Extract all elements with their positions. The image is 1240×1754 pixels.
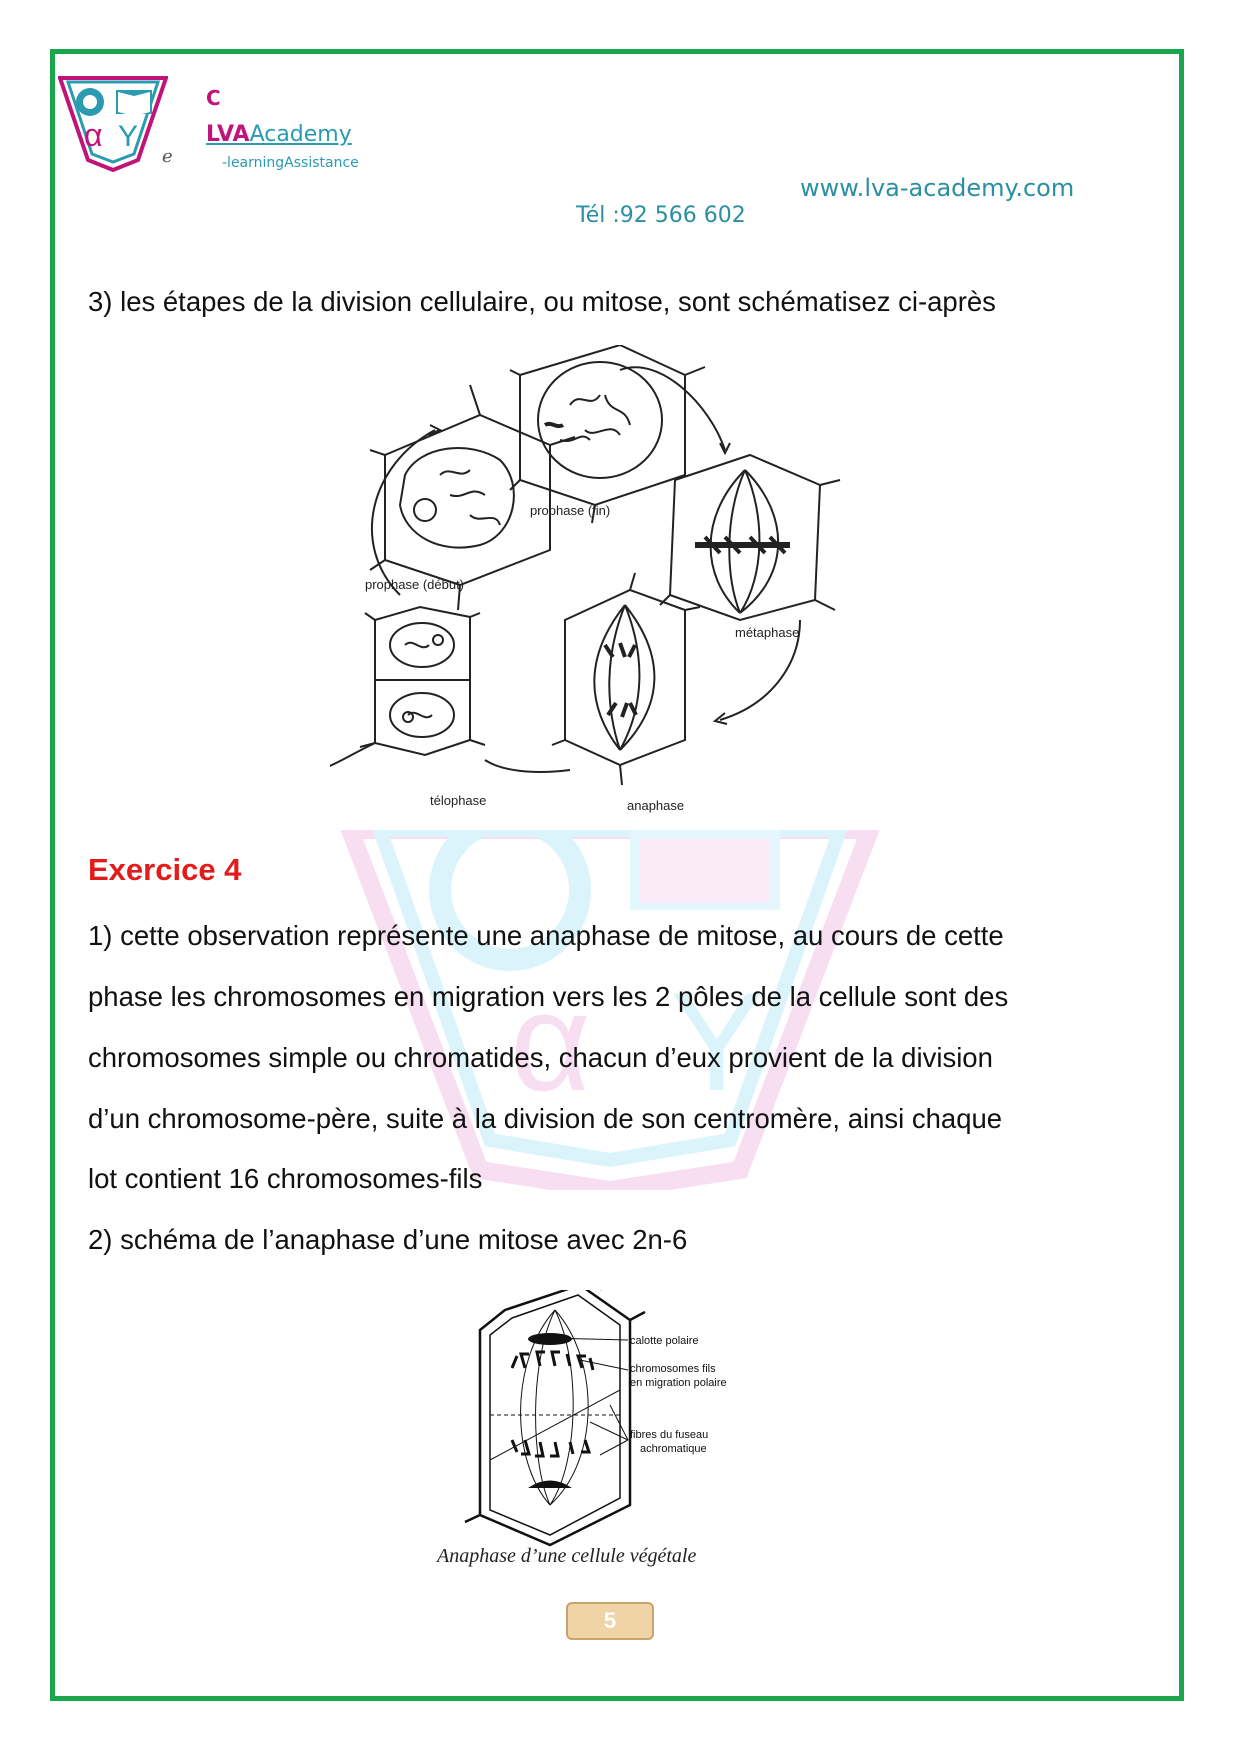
- brand-academy: Academy: [249, 122, 352, 147]
- page-number: 5: [566, 1602, 654, 1640]
- exercise-line-1: 1) cette observation représente une anaphase de mitose, au cours de cette: [88, 920, 1004, 951]
- exercise-title: Exercice 4: [88, 852, 242, 887]
- svg-text:α: α: [510, 963, 591, 1120]
- anaphase-diagram: [430, 1290, 830, 1570]
- label-fibres-2: achromatique: [640, 1443, 707, 1455]
- brand-lva: LVA: [206, 122, 250, 147]
- label-fibres-1: fibres du fuseau: [630, 1429, 709, 1441]
- label-metaphase: métaphase: [735, 625, 800, 640]
- lva-logo: [58, 76, 168, 172]
- exercise-line-6: 2) schéma de l’anaphase d’une mitose avec 2n-6: [88, 1224, 688, 1255]
- exercise-line-3: chromosomes simple ou chromatides, chacun d’eux provient de la division: [88, 1042, 993, 1073]
- mitosis-cycle-diagram: [330, 345, 890, 825]
- svg-text:Y: Y: [118, 120, 139, 153]
- figure-caption: Anaphase d’une cellule végétale: [437, 1545, 697, 1567]
- svg-text:Y: Y: [670, 963, 764, 1120]
- brand-tagline: -learningAssistance: [222, 155, 359, 171]
- label-prophase-fin: prophase (fin): [530, 503, 611, 518]
- website-link[interactable]: www.lva-academy.com: [800, 174, 1075, 202]
- exercise-line-5: lot contient 16 chromosomes-fils: [88, 1163, 483, 1194]
- label-telophase: télophase: [430, 793, 487, 808]
- brand-name: [206, 122, 352, 147]
- label-prophase-debut: prophase (début): [365, 577, 465, 592]
- label-chromosomes-1: chromosomes fils: [630, 1363, 716, 1375]
- brand-initial: C: [206, 86, 221, 110]
- label-anaphase: anaphase: [627, 798, 685, 813]
- label-calotte: calotte polaire: [630, 1335, 699, 1347]
- logo-e: e: [162, 146, 173, 167]
- phone-number: Tél :92 566 602: [576, 203, 746, 228]
- svg-text:α: α: [84, 117, 103, 153]
- exercise-line-2: phase les chromosomes en migration vers les 2 pôles de la cellule sont des: [88, 981, 1009, 1012]
- section3-text: 3) les étapes de la division cellulaire, ou mitose, sont schématisez ci-après: [88, 286, 996, 317]
- exercise-line-4: d’un chromosome-père, suite à la division de son centromère, ainsi chaque: [88, 1103, 1003, 1134]
- label-chromosomes-2: en migration polaire: [630, 1377, 727, 1389]
